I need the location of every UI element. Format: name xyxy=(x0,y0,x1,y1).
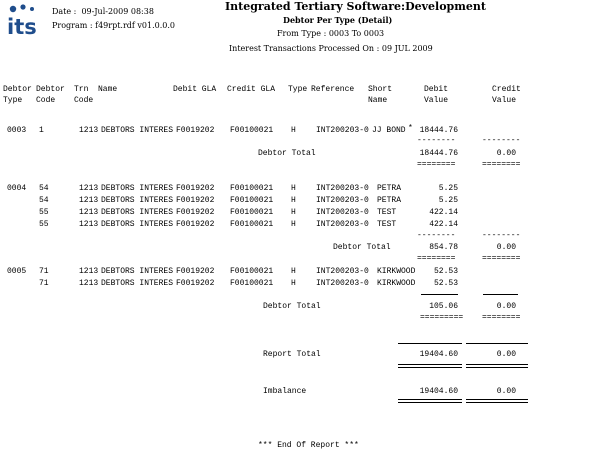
logo-text: its xyxy=(7,15,37,37)
row-debit-gla: F0019202 xyxy=(176,279,215,288)
its-logo xyxy=(6,3,46,37)
imbalance-rule xyxy=(398,399,462,400)
row-short-name: TEST xyxy=(377,208,397,217)
debtor-total-debit: 105.06 xyxy=(429,302,458,311)
row-trn-code: 1213 xyxy=(79,196,99,205)
report-total-rule xyxy=(466,364,528,365)
row-reference: INT200203-0 xyxy=(316,267,369,276)
row-debit-value: 422.14 xyxy=(429,208,458,217)
row-reference: INT200203-0 xyxy=(316,126,369,135)
row-type: H xyxy=(291,279,296,288)
row-name: DEBTORS INTERES xyxy=(101,196,174,205)
separator-dash: -------- xyxy=(482,231,521,240)
col-debtor-type-2: Type xyxy=(3,96,23,105)
report-total-rule xyxy=(398,367,462,368)
row-short-name: KIRKWOOD xyxy=(377,267,416,276)
imbalance-rule xyxy=(466,399,528,400)
report-total-label: Report Total xyxy=(263,350,321,359)
group-type: 0004 xyxy=(7,184,27,193)
debtor-total-label: Debtor Total xyxy=(258,149,316,158)
report-title: Integrated Tertiary Software:Development xyxy=(225,0,486,13)
row-trn-code: 1213 xyxy=(79,279,99,288)
row-credit-gla: F00100021 xyxy=(230,196,274,205)
row-reference: INT200203-0 xyxy=(316,279,369,288)
row-reference: INT200203-0 xyxy=(316,208,369,217)
its-logo-graphic xyxy=(6,3,46,37)
row-debit-value: 422.14 xyxy=(429,220,458,229)
imbalance-rule xyxy=(398,402,462,403)
col-debtor-code-1: Debtor xyxy=(36,85,65,94)
report-total-rule xyxy=(466,367,528,368)
row-name: DEBTORS INTERES xyxy=(101,279,174,288)
debtor-total-label: Debtor Total xyxy=(333,243,391,252)
debtor-total-credit: 0.00 xyxy=(496,243,516,252)
group-type: 0005 xyxy=(7,267,27,276)
row-debtor-code: 55 xyxy=(39,220,49,229)
col-credit-gla: Credit GLA xyxy=(227,85,276,94)
group-type: 0003 xyxy=(7,126,27,135)
row-debit-value: 5.25 xyxy=(438,184,458,193)
report-total-credit: 0.00 xyxy=(496,350,516,359)
separator-dash: -------- xyxy=(482,136,521,145)
row-name: DEBTORS INTERES xyxy=(101,184,174,193)
col-trn-code-1: Trn xyxy=(74,85,89,94)
row-credit-gla: F00100021 xyxy=(230,279,274,288)
separator-dash: -------- xyxy=(417,136,456,145)
row-trn-code: 1213 xyxy=(79,126,99,135)
row-type: H xyxy=(291,208,296,217)
debtor-total-label: Debtor Total xyxy=(263,302,321,311)
col-short-name-1: Short xyxy=(368,85,393,94)
imbalance-credit: 0.00 xyxy=(496,387,516,396)
row-flag: * xyxy=(408,124,413,133)
row-short-name: TEST xyxy=(377,220,397,229)
separator-equals: ======== xyxy=(482,313,521,322)
row-credit-gla: F00100021 xyxy=(230,267,274,276)
row-debtor-code: 71 xyxy=(39,267,49,276)
separator-equals: ======== xyxy=(482,254,521,263)
col-credit-value-2: Value xyxy=(492,96,517,105)
row-credit-gla: F00100021 xyxy=(230,184,274,193)
row-reference: INT200203-0 xyxy=(316,220,369,229)
row-trn-code: 1213 xyxy=(79,267,99,276)
separator-equals: ======== xyxy=(417,160,456,169)
separator-equals: ======== xyxy=(417,254,456,263)
row-debit-value: 5.25 xyxy=(438,196,458,205)
report-total-debit: 19404.60 xyxy=(419,350,458,359)
from-type-range: From Type : 0003 To 0003 xyxy=(277,29,385,38)
col-debit-value-2: Value xyxy=(424,96,449,105)
row-debit-gla: F0019202 xyxy=(176,208,215,217)
col-debtor-code-2: Code xyxy=(36,96,56,105)
row-debit-value: 18444.76 xyxy=(419,126,458,135)
row-credit-gla: F00100021 xyxy=(230,126,274,135)
debtor-total-credit: 0.00 xyxy=(496,149,516,158)
row-type: H xyxy=(291,196,296,205)
row-reference: INT200203-0 xyxy=(316,184,369,193)
row-debit-gla: F0019202 xyxy=(176,220,215,229)
col-reference: Reference xyxy=(311,85,355,94)
row-name: DEBTORS INTERES xyxy=(101,267,174,276)
row-trn-code: 1213 xyxy=(79,220,99,229)
row-credit-gla: F00100021 xyxy=(230,208,274,217)
separator-equals: ========= xyxy=(420,313,464,322)
row-debtor-code: 71 xyxy=(39,279,49,288)
row-name: DEBTORS INTERES xyxy=(101,126,174,135)
col-name: Name xyxy=(98,85,118,94)
debtor-total-debit: 18444.76 xyxy=(419,149,458,158)
row-short-name: JJ BOND xyxy=(372,126,406,135)
row-debit-gla: F0019202 xyxy=(176,126,215,135)
row-reference: INT200203-0 xyxy=(316,196,369,205)
row-type: H xyxy=(291,126,296,135)
row-debit-value: 52.53 xyxy=(433,279,458,288)
row-credit-gla: F00100021 xyxy=(230,220,274,229)
separator-equals: ======== xyxy=(482,160,521,169)
imbalance-label: Imbalance xyxy=(263,387,307,396)
row-name: DEBTORS INTERES xyxy=(101,208,174,217)
row-type: H xyxy=(291,220,296,229)
report-total-rule xyxy=(398,343,462,344)
row-short-name: KIRKWOOD xyxy=(377,279,416,288)
col-type: Type xyxy=(288,85,308,94)
col-credit-value-1: Credit xyxy=(492,85,521,94)
row-debtor-code: 54 xyxy=(39,184,49,193)
row-type: H xyxy=(291,267,296,276)
col-short-name-2: Name xyxy=(368,96,388,105)
row-debit-gla: F0019202 xyxy=(176,184,215,193)
total-rule xyxy=(421,294,458,295)
row-short-name: PETRA xyxy=(377,184,402,193)
imbalance-rule xyxy=(466,402,528,403)
processed-on: Interest Transactions Processed On : 09 JUL 2009 xyxy=(229,44,433,53)
debtor-total-debit: 854.78 xyxy=(429,243,458,252)
report-total-rule xyxy=(398,364,462,365)
row-name: DEBTORS INTERES xyxy=(101,220,174,229)
report-date: Date : 09-Jul-2009 08:38 xyxy=(52,7,154,16)
row-debit-gla: F0019202 xyxy=(176,196,215,205)
imbalance-debit: 19404.60 xyxy=(419,387,458,396)
report-program: Program : f49rpt.rdf v01.0.0.0 xyxy=(52,21,175,30)
row-debit-gla: F0019202 xyxy=(176,267,215,276)
row-debit-value: 52.53 xyxy=(433,267,458,276)
row-trn-code: 1213 xyxy=(79,208,99,217)
col-trn-code-2: Code xyxy=(74,96,94,105)
row-trn-code: 1213 xyxy=(79,184,99,193)
row-debtor-code: 55 xyxy=(39,208,49,217)
row-short-name: PETRA xyxy=(377,196,402,205)
col-debtor-type-1: Debtor xyxy=(3,85,32,94)
total-rule xyxy=(483,294,518,295)
row-debtor-code: 54 xyxy=(39,196,49,205)
debtor-total-credit: 0.00 xyxy=(496,302,516,311)
col-debit-gla: Debit GLA xyxy=(173,85,217,94)
report-subtitle: Debtor Per Type (Detail) xyxy=(283,15,393,25)
report-total-rule xyxy=(466,343,528,344)
row-debtor-code: 1 xyxy=(39,126,44,135)
separator-dash: -------- xyxy=(417,231,456,240)
col-debit-value-1: Debit xyxy=(424,85,449,94)
row-type: H xyxy=(291,184,296,193)
end-of-report: *** End Of Report *** xyxy=(258,441,359,450)
